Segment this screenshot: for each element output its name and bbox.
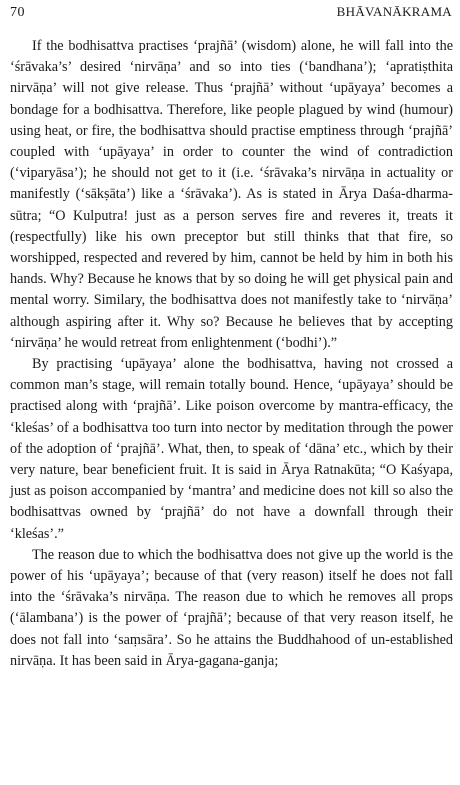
paragraph: By practising ‘upāyaya’ alone the bodhisattva, having not crossed a common man’s stage, will remain totally bound. Hence, ‘upāyaya’ should be practised along with ‘prajñā’. Like poison overcome by mantra-efficacy, the ‘kleśas’ of a bodhisattva too turn into nector by meditation through the power of the adoption of ‘prajñā’. What, then, to speak of ‘dāna’ etc., which by their very nature, bear beneficient fruit. It is said in Ārya Ratnakūta; “O Kaśyapa, just as poison accompanied by ‘mantra’ and medicine does not kill so also the bodhisattvas owned by ‘prajñā’ do not have a downfall through their ‘kleśas’.” — [10, 356, 453, 542]
page-header — [10, 4, 452, 24]
page-body — [10, 36, 453, 672]
paragraph: The reason due to which the bodhisattva does not give up the world is the power of his ‘upāyaya’; because of that (very reason) itself he does not fall into the ‘śrāvaka’s nirvāṇa. The reason due to which he removes all props (‘ālambana’) is the power of ‘prajñā’; because of that very reason itself, he does not fall into ‘saṃsāra’. So he attains the Buddhahood of un-established nirvāṇa. It has been said in Ārya-gagana-ganja; — [10, 546, 453, 669]
paragraph: If the bodhisattva practises ‘prajñā’ (wisdom) alone, he will fall into the ‘śrāvaka’s’ desired ‘nirvāṇa’ and so into ties (‘bandhana’); ‘apratiṣthita nirvāṇa’ will not give release. Thus ‘prajñā’ without ‘upāyaya’ becomes a bondage for a bodhisattva. Therefore, like people plagued by wind (humour) using heat, or fire, the bodhisattva should practise emptiness through ‘prajñā’ coupled with ‘upāyaya’ in order to counter the wind of contradiction (‘viparyāsa’); he should not get to it (i.e. ‘śrāvaka’s nirvāṇa in actuality or manifestly (‘sākṣāta’) like a ‘śrāvaka’). As is stated in Ārya Daśa-dharma-sūtra; “O Kulputra! just as a person serves fire and reveres it, treats it (respectfully) like his own preceptor but still thinks that that fire, so worshipped, respected and revered by him, cannot be held by him in both his hands. Why? Because he knows that by so doing he will get physical pain and mental worry. Similary, the bodhisattva does not manifestly take to ‘nirvāṇa’ although aspiring after it. Why so? Because he believes that by accepting ‘nirvāṇa’ he would retreat from enlightenment (‘bodhi’).” — [10, 38, 454, 351]
running-title: BHĀVANĀKRAMA — [336, 4, 452, 19]
page-number: 70 — [10, 5, 25, 20]
